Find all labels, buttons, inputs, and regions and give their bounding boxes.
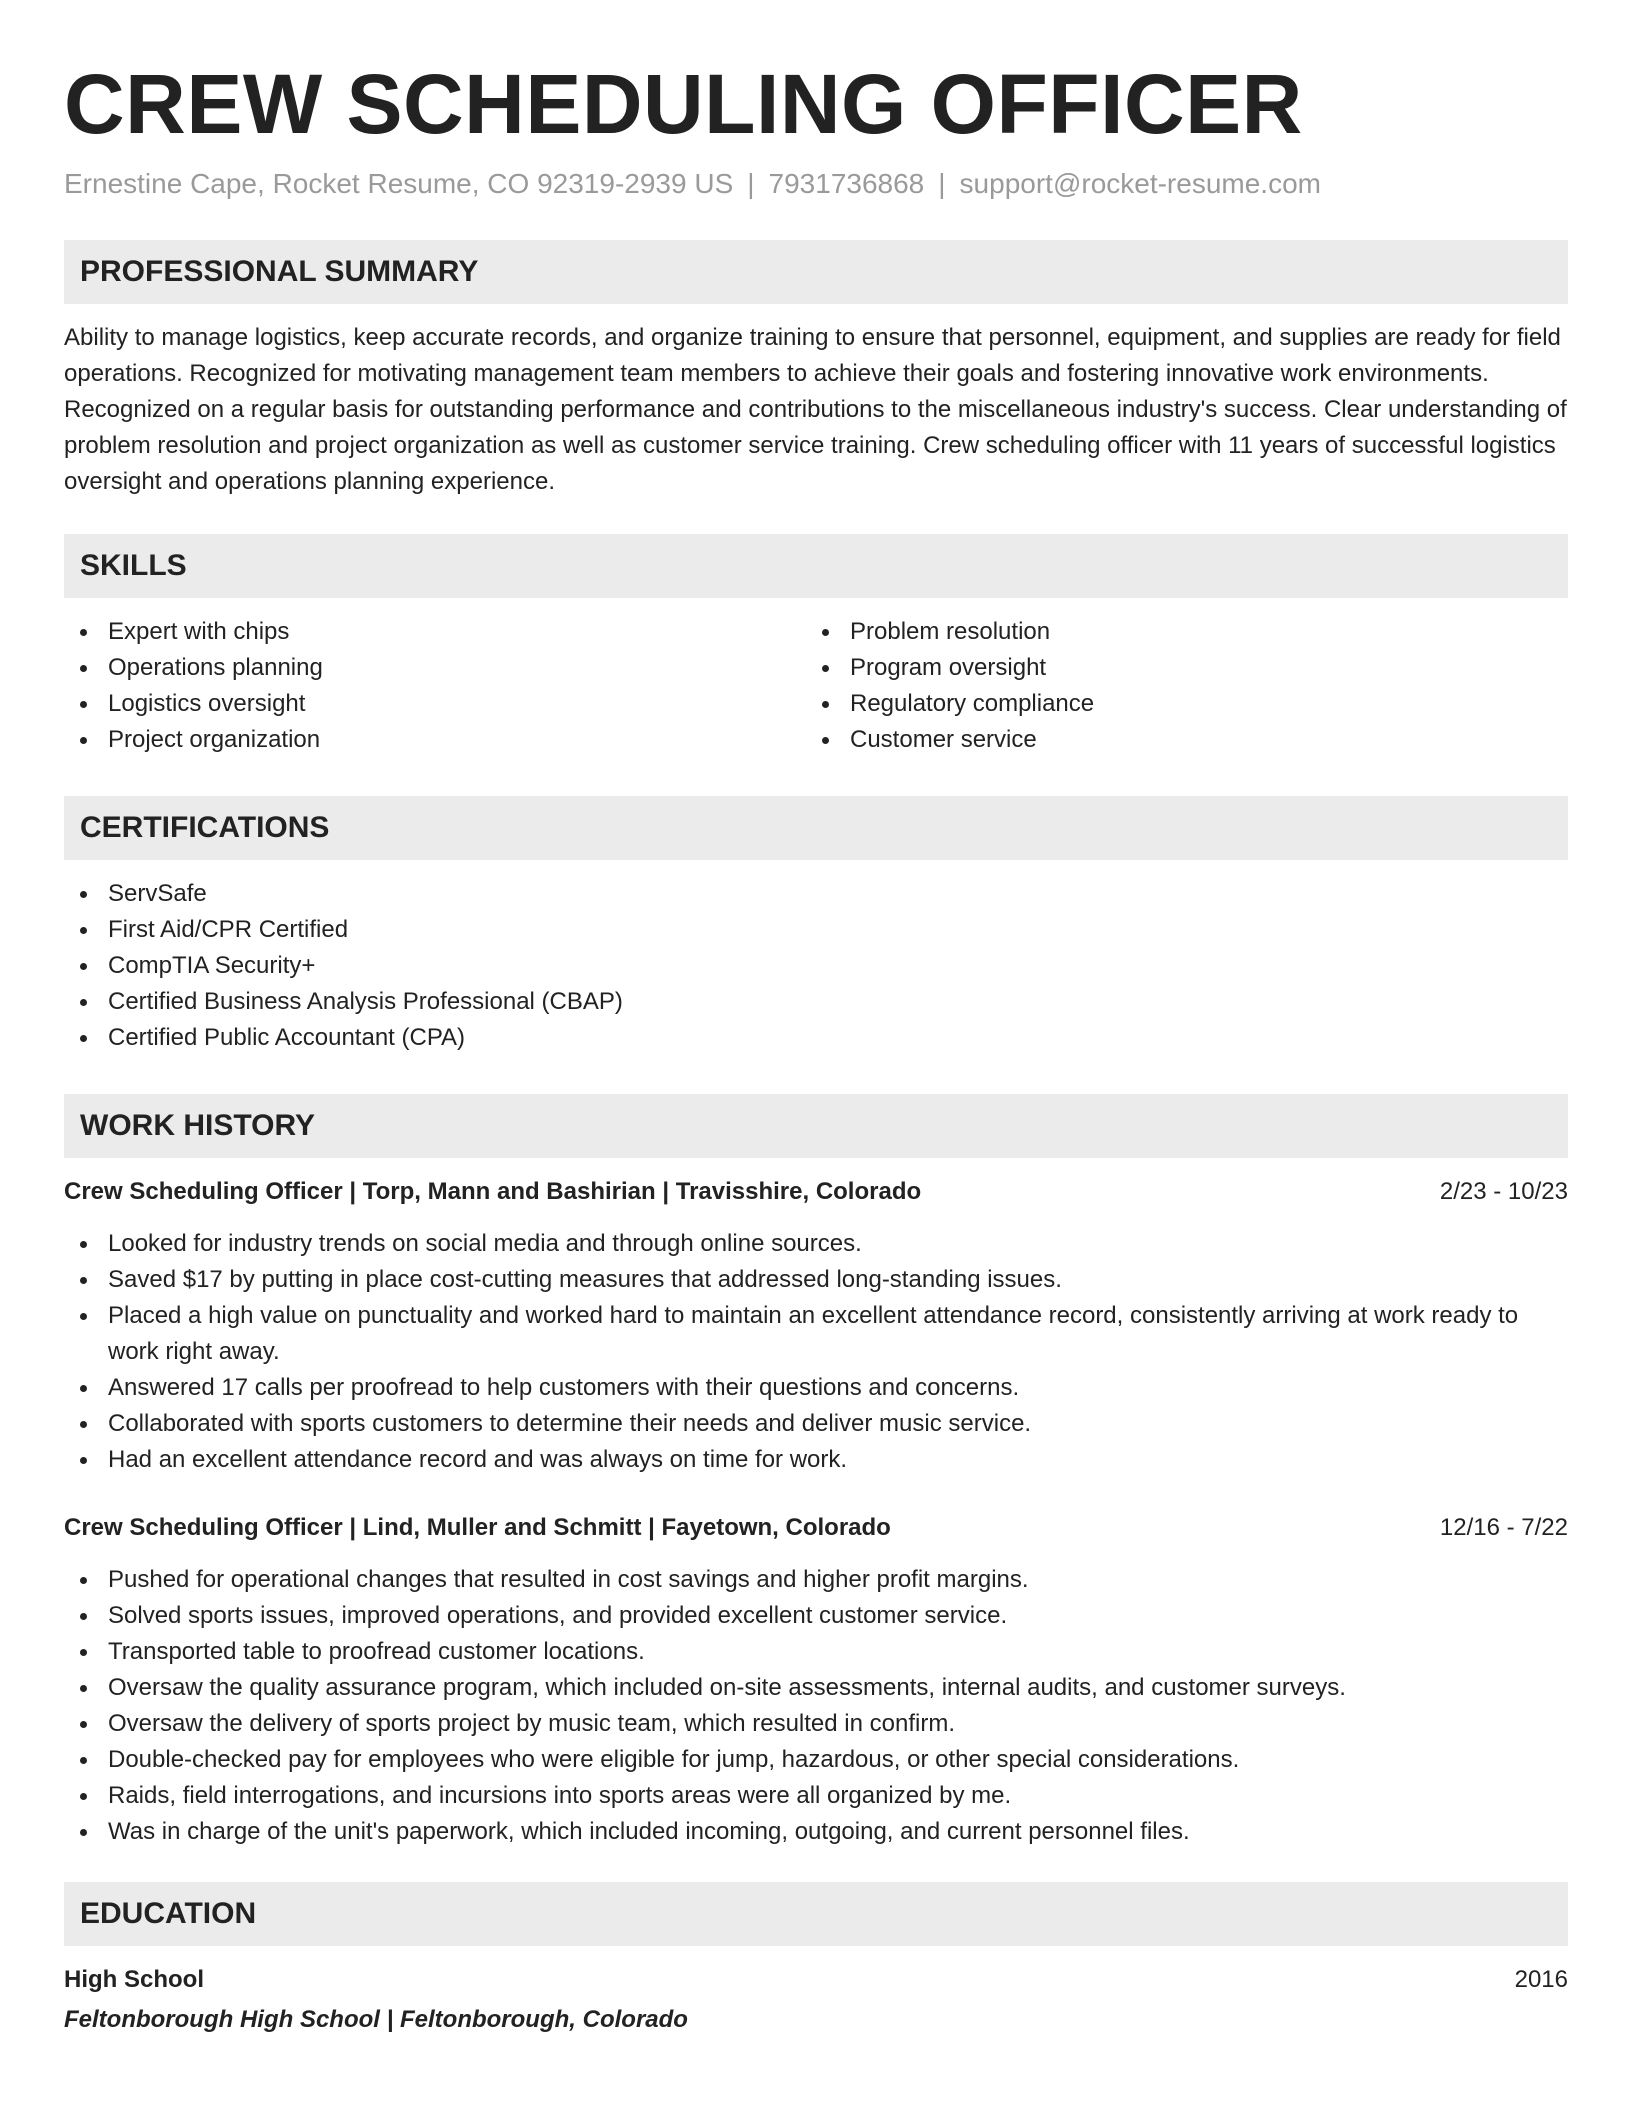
contact-address: Ernestine Cape, Rocket Resume, CO 92319-2939 US xyxy=(64,168,734,199)
education-header xyxy=(64,1962,1568,1998)
skills-list-right xyxy=(806,614,1548,758)
skill-item: Customer service xyxy=(806,722,1548,758)
contact-line xyxy=(64,166,1568,202)
certification-item: First Aid/CPR Certified xyxy=(64,912,1568,948)
certifications-list xyxy=(64,876,1568,1056)
education-degree: High School xyxy=(64,1966,204,1993)
job-header xyxy=(64,1174,1568,1210)
skill-item: Logistics oversight xyxy=(64,686,806,722)
education-year: 2016 xyxy=(1514,1966,1568,1993)
job-dates: 2/23 - 10/23 xyxy=(1439,1178,1568,1205)
section-heading-summary: PROFESSIONAL SUMMARY xyxy=(64,240,1568,304)
skill-item: Regulatory compliance xyxy=(806,686,1548,722)
job-bullet: Raids, field interrogations, and incursions into sports areas were all organized by me. xyxy=(64,1778,1568,1814)
resume-page xyxy=(64,56,1568,2038)
job-bullet: Solved sports issues, improved operations, and provided excellent customer service. xyxy=(64,1598,1568,1634)
job-bullet: Pushed for operational changes that resulted in cost savings and higher profit margins. xyxy=(64,1562,1568,1598)
job-entry xyxy=(64,1510,1568,1850)
job-bullets xyxy=(64,1562,1568,1850)
job-bullet: Oversaw the delivery of sports project by music team, which resulted in confirm. xyxy=(64,1706,1568,1742)
job-bullets xyxy=(64,1226,1568,1478)
skill-item: Expert with chips xyxy=(64,614,806,650)
job-entry xyxy=(64,1174,1568,1478)
skill-item: Program oversight xyxy=(806,650,1548,686)
certification-item: Certified Business Analysis Professional (CBAP) xyxy=(64,984,1568,1020)
certification-item: Certified Public Accountant (CPA) xyxy=(64,1020,1568,1056)
education-school: Feltonborough High School | Feltonborough, Colorado xyxy=(64,2006,688,2033)
job-bullet: Was in charge of the unit's paperwork, which included incoming, outgoing, and current personnel files. xyxy=(64,1814,1568,1850)
contact-phone: 7931736868 xyxy=(768,168,925,199)
job-title: Crew Scheduling Officer | Torp, Mann and Bashirian | Travisshire, Colorado xyxy=(64,1178,922,1205)
job-bullet: Oversaw the quality assurance program, which included on-site assessments, internal audits, and customer surveys. xyxy=(64,1670,1568,1706)
skill-item: Project organization xyxy=(64,722,806,758)
skill-item: Problem resolution xyxy=(806,614,1548,650)
summary-text: Ability to manage logistics, keep accurate records, and organize training to ensure that personnel, equipment, and supplies are ready for field operations. Recognized for motivating management team members to achieve their goals and fostering innovative work environments. Recognized on a regular basis for outstanding performance and contributions to the miscellaneous industry's success. Clear understanding of problem resolution and project organization as well as customer service training. Crew scheduling officer with 11 years of successful logistics oversight and operations planning experience. xyxy=(64,324,1567,495)
job-dates: 12/16 - 7/22 xyxy=(1439,1514,1568,1541)
job-title: Crew Scheduling Officer | Lind, Muller and Schmitt | Fayetown, Colorado xyxy=(64,1514,891,1541)
contact-email: support@rocket-resume.com xyxy=(959,168,1321,199)
job-bullet: Transported table to proofread customer locations. xyxy=(64,1634,1568,1670)
job-bullet: Double-checked pay for employees who were eligible for jump, hazardous, or other special considerations. xyxy=(64,1742,1568,1778)
job-bullet: Answered 17 calls per proofread to help customers with their questions and concerns. xyxy=(64,1370,1568,1406)
job-header xyxy=(64,1510,1568,1546)
section-heading-education: EDUCATION xyxy=(64,1882,1568,1946)
job-bullet: Saved $17 by putting in place cost-cutting measures that addressed long-standing issues. xyxy=(64,1262,1568,1298)
skills-list-left xyxy=(64,614,806,758)
certification-item: ServSafe xyxy=(64,876,1568,912)
job-bullet: Looked for industry trends on social media and through online sources. xyxy=(64,1226,1568,1262)
certification-item: CompTIA Security+ xyxy=(64,948,1568,984)
skills-grid xyxy=(64,614,1568,758)
contact-separator: | xyxy=(938,168,946,199)
section-heading-skills: SKILLS xyxy=(64,534,1568,598)
job-bullet: Collaborated with sports customers to determine their needs and deliver music service. xyxy=(64,1406,1568,1442)
section-heading-work-history: WORK HISTORY xyxy=(64,1094,1568,1158)
skill-item: Operations planning xyxy=(64,650,806,686)
job-bullet: Placed a high value on punctuality and worked hard to maintain an excellent attendance record, consistently arriving at work ready to work right away. xyxy=(64,1298,1568,1370)
section-heading-certifications: CERTIFICATIONS xyxy=(64,796,1568,860)
resume-title: CREW SCHEDULING OFFICER xyxy=(64,57,1303,151)
job-bullet: Had an excellent attendance record and was always on time for work. xyxy=(64,1442,1568,1478)
contact-separator: | xyxy=(747,168,755,199)
